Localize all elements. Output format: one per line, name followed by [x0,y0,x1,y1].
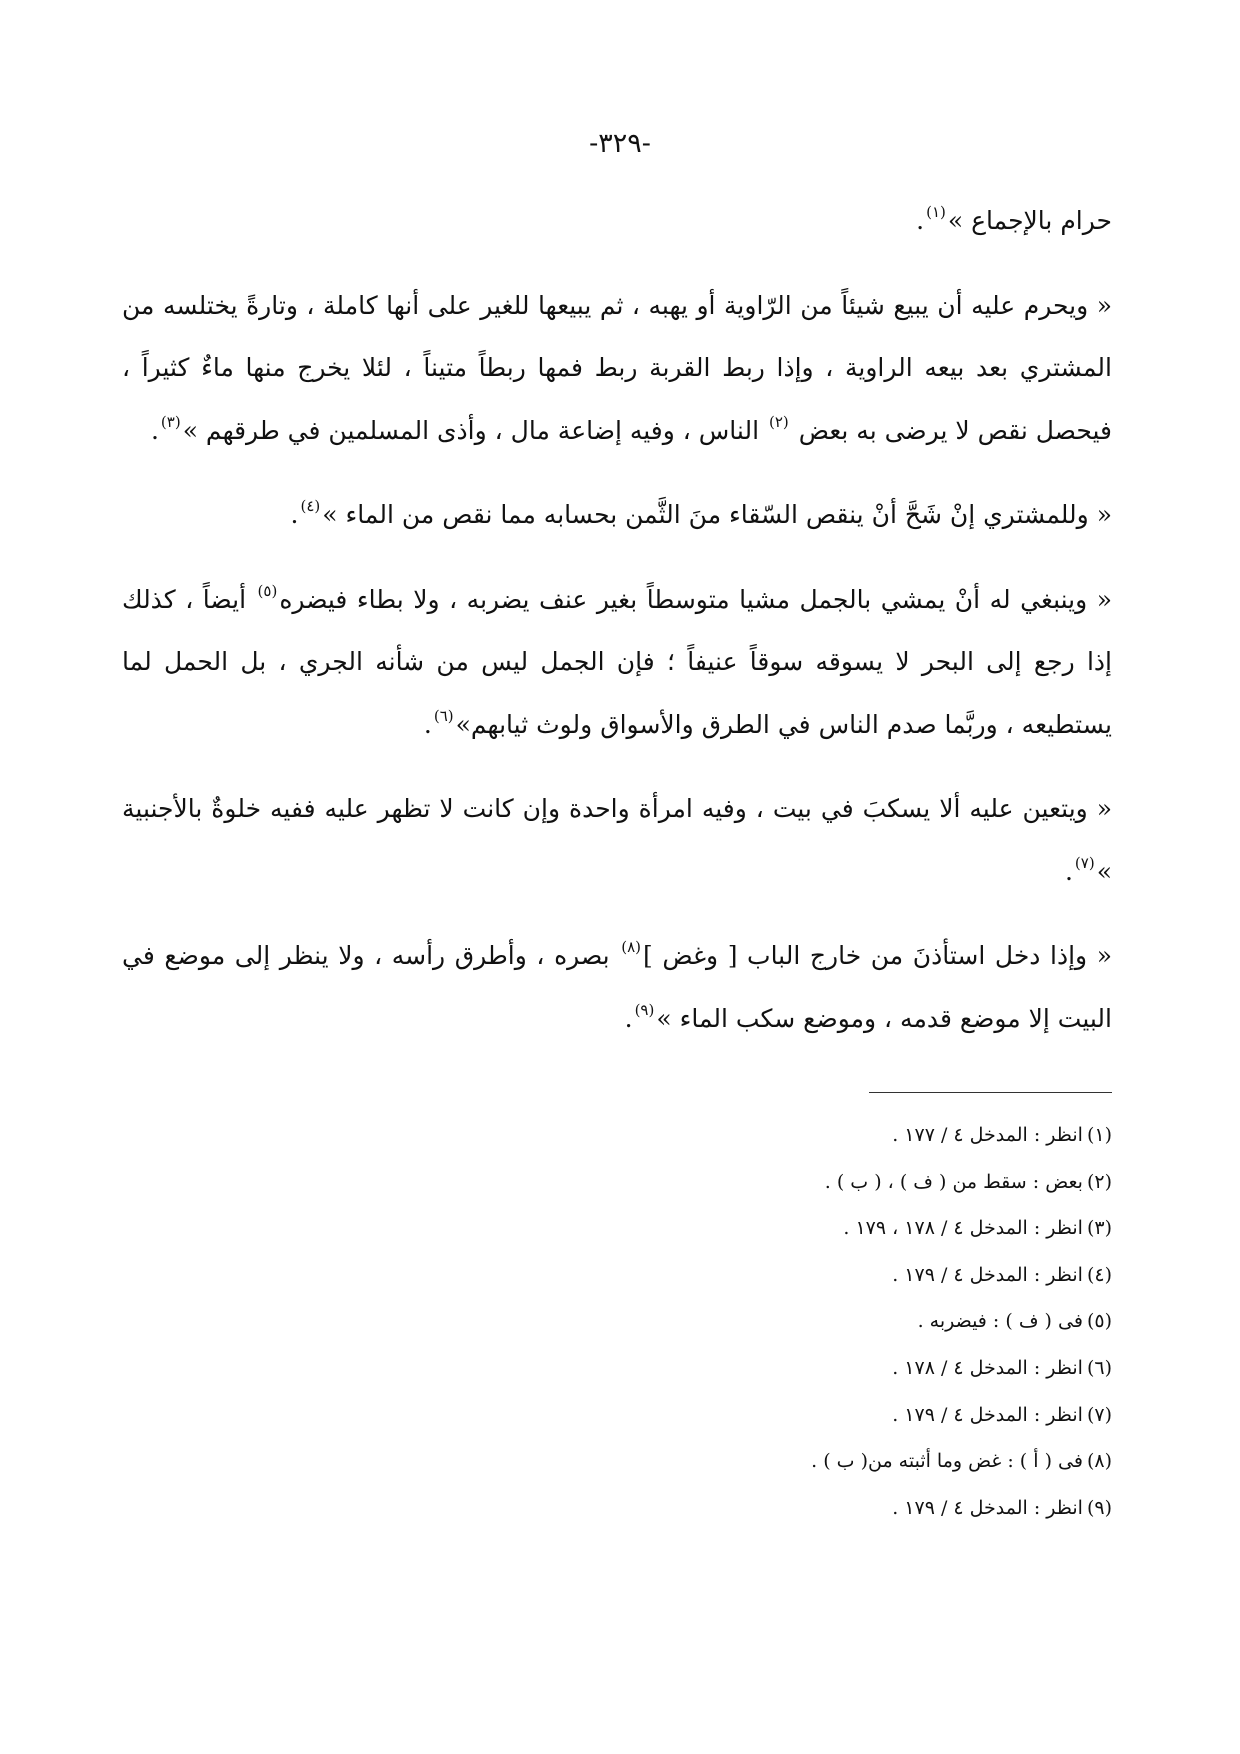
page-number: -٣٢٩- [589,128,651,159]
footnote-ref: (٥) [257,581,278,600]
footnote [512,1298,1112,1345]
paragraph [122,778,1112,903]
paragraph-text: الناس ، وفيه إضاعة مال ، وأذى المسلمين في طرقهم » [182,415,767,445]
footnote-text: انظر : المدخل ٤ / ١٧٩ . [892,1263,1083,1286]
footnote-ref: (٣) [160,412,181,431]
footnote-number: (٧) [1086,1403,1112,1426]
footnote [512,1485,1112,1532]
footnote-ref: (٧) [1074,853,1095,872]
footnote-number: (٦) [1086,1356,1112,1379]
paragraph [122,925,1112,1050]
footnote-number: (٨) [1086,1450,1112,1473]
footnote-text: انظر : المدخل ٤ / ١٧٧ . [892,1124,1083,1146]
footnote-number: (٥) [1086,1310,1112,1333]
main-text [122,190,1112,1072]
paragraph-text: . [150,415,159,445]
paragraph-text: « وينبغي له أنْ يمشي بالجمل مشيا متوسطاً بغير عنف يضربه ، ولا بطاء فيضره [279,584,1112,614]
paragraph-text: بصره ، وأطرق رأسه ، ولا ينظر إلى موضع في البيت إلا موضع قدمه ، وموضع سكب الماء » [122,941,1112,1033]
paragraph [122,484,1112,547]
footnote-number: (٤) [1086,1263,1112,1286]
paragraph-text: . [290,500,299,529]
footnote [512,1438,1112,1485]
paragraph-text: . [1064,856,1073,886]
footnote-number: (٩) [1086,1496,1112,1519]
paragraph-text: . [423,709,432,739]
footnote-text: انظر : المدخل ٤ / ١٧٨ ، ١٧٩ . [843,1217,1083,1240]
paragraph-text: « وإذا دخل استأذنَ من خارج الباب [ وغض ] [642,941,1112,970]
footnote-ref: (٨) [621,938,641,956]
footnote [512,1345,1112,1392]
footnote-text: انظر : المدخل ٤ / ١٧٩ . [892,1403,1083,1426]
footnote-ref: (٩) [634,1000,655,1019]
footnote [512,1252,1112,1299]
paragraph [122,275,1112,463]
footnote-number: (٣) [1086,1217,1112,1240]
footnote-ref: (١) [926,203,946,221]
paragraph-text: حرام بالإجماع » [947,206,1112,235]
paragraph-text: أيضاً ، كذلك إذا رجع إلى البحر لا يسوقه سوقاً عنيفاً ؛ فإن الجمل ليس من شأنه الجري ، بل الحمل لما يستطيعه ، وربَّما صدم الناس في الطرق والأسواق ولوث ثيابهم» [122,584,1112,739]
footnote-text: فى ( أ ) : غض وما أثبته من( ب ) . [811,1450,1083,1473]
footnote-number: (٢) [1086,1170,1112,1193]
footnote-text: انظر : المدخل ٤ / ١٧٨ . [892,1356,1083,1379]
footnote-text: انظر : المدخل ٤ / ١٧٩ . [892,1496,1083,1519]
footnote [512,1205,1112,1252]
footnote-ref: (٦) [433,706,454,725]
footnote [512,1112,1112,1159]
paragraph-text: « ويحرم عليه أن يبيع شيئاً من الرّاوية أو يهبه ، ثم يبيعها للغير على أنها كاملة ، وتارةً يختلسه من المشتري بعد بيعه الراوية ، وإذا ربط القربة ربط فمها ربطاً متيناً ، لئلا يخرج منها ماءٌ كثيراً ، فيحصل نقص لا يرضى به بعض [122,290,1112,445]
footnote-text: بعض : سقط من ( ف ) ، ( ب ) . [824,1170,1083,1193]
paragraph-text: . [916,206,925,235]
footnote [512,1392,1112,1439]
paragraph-text: . [624,1003,633,1033]
footnotes-list [512,1112,1112,1531]
footnote-number: (١) [1086,1124,1112,1146]
footnote-divider [869,1092,1112,1093]
footnote-text: فى ( ف ) : فيضربه . [917,1310,1083,1333]
paragraph [122,190,1112,253]
footnote-ref: (٢) [768,412,789,431]
footnote [512,1159,1112,1206]
paragraph-text: « وللمشتري إنْ شَحَّ أنْ ينقص السّقاء منَ الثَّمن بحسابه مما نقص من الماء » [322,500,1112,529]
footnote-ref: (٤) [300,497,321,515]
paragraph [122,569,1112,757]
paragraph-text: « ويتعين عليه ألا يسكبَ في بيت ، وفيه امرأة واحدة وإن كانت لا تظهر عليه ففيه خلوةٌ بالأجنبية » [122,794,1112,886]
